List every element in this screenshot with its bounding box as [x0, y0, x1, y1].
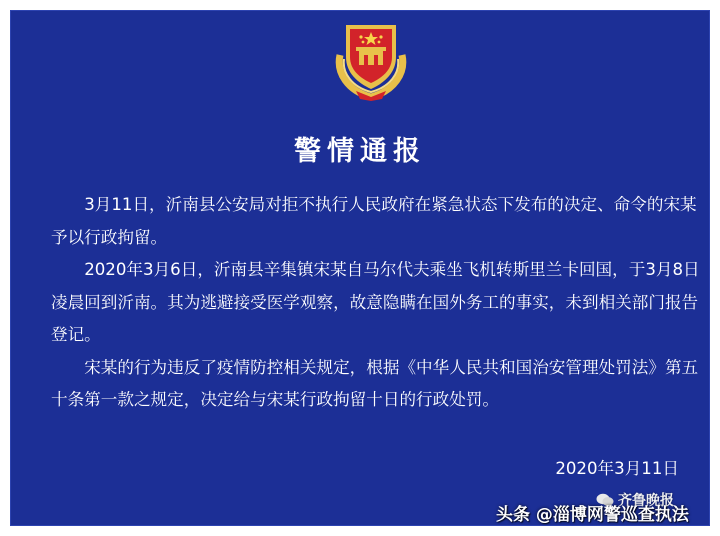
- qilu-watermark-text: 齐鲁晚报: [618, 493, 674, 509]
- notice-panel: [10, 10, 710, 526]
- police-emblem-icon: [326, 15, 416, 101]
- notice-date: 2020年3月11日: [555, 459, 679, 478]
- notice-paragraph: 3月11日，沂南县公安局对拒不执行人民政府在紧急状态下发布的决定、命令的宋某予以行政拘留。: [51, 195, 697, 247]
- notice-title: 警情通报: [294, 136, 426, 167]
- notice-paragraph: 2020年3月6日，沂南县辛集镇宋某自马尔代夫乘坐飞机转斯里兰卡回国，于3月8日凌晨回到沂南。其为逃避接受医学观察，故意隐瞒在国外务工的事实，未到相关部门报告登记。: [51, 260, 700, 344]
- notice-body: [51, 189, 701, 417]
- notice-paragraph: 宋某的行为违反了疫情防控相关规定，根据《中华人民共和国治安管理处罚法》第五十条第一款之规定，决定给与宋某行政拘留十日的行政处罚。: [51, 357, 699, 409]
- toutiao-watermark: 头条 @淄博网警巡查执法: [496, 505, 689, 525]
